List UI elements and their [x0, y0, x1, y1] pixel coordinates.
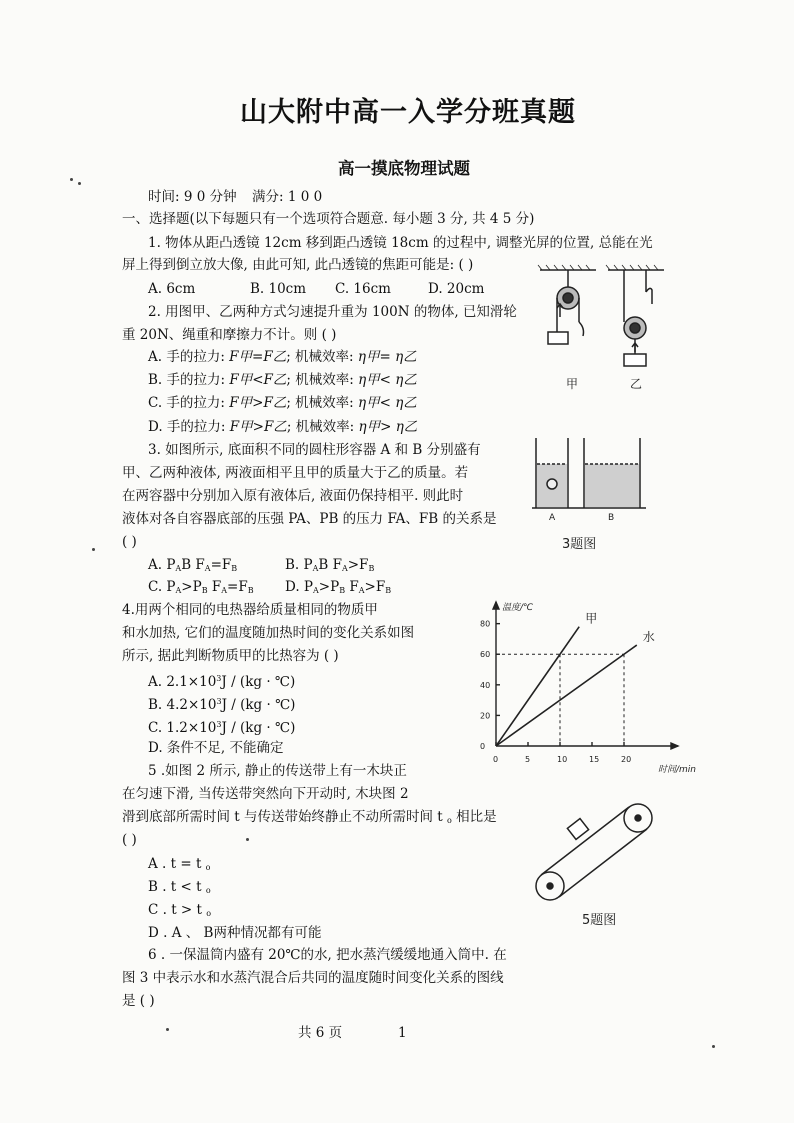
opt-text: ; 机械效率: [286, 349, 358, 365]
q2-option-a [148, 348, 417, 366]
efficiency-relation: η甲< η乙 [358, 395, 417, 411]
y-tick-label: 0 [480, 742, 486, 751]
q1-option-c: C. 16cm [335, 281, 391, 297]
section-heading: 一、选择题(以下每题只有一个选项符合题意. 每小题 3 分, 共 4 5 分) [122, 211, 535, 227]
q5-option-a: A . t = t $_o$ [148, 856, 211, 872]
opt-text: ; 机械效率: [286, 372, 359, 388]
scan-speck [78, 182, 81, 185]
footer-page-number: 1 [398, 1025, 407, 1041]
q5-line2: 在匀速下滑, 当传送带突然向下开动时, 木块图 2 [122, 786, 409, 802]
pulley-figure [538, 262, 668, 392]
x-tick-label: 0 [493, 755, 499, 764]
opt-text: ; 机械效率: [286, 395, 359, 411]
force-relation: F甲=F乙 [229, 349, 287, 365]
q4-option-c: C. $1.2\times 10^3J / (kg$ · ℃) [148, 720, 296, 736]
conveyor-figure [528, 800, 668, 940]
force-relation: F甲>F乙 [229, 419, 287, 435]
x-axis-label: 时间/min [658, 765, 697, 775]
q3-line3: 在两容器中分别加入原有液体后, 液面仍保持相平. 则此时 [122, 488, 464, 504]
q3-line1: 3. 如图所示, 底面积不同的圆柱形容器 A 和 B 分别盛有 [148, 442, 481, 458]
x-tick-label: 20 [621, 755, 632, 764]
y-axis-label: 温度/℃ [502, 603, 534, 613]
q5-line4: ( ) [122, 832, 137, 848]
series-line-1 [496, 645, 637, 746]
opt-text: ; 机械效率: [286, 419, 359, 435]
q5-option-c: C . t > t $_o$ [148, 902, 212, 918]
fig-label-b: B [608, 513, 615, 523]
q1-option-a: A. 6cm [148, 281, 196, 297]
q6-line3: 是 ( ) [122, 993, 155, 1009]
q5-line1: 5 .如图 2 所示, 静止的传送带上有一木块正 [148, 763, 407, 779]
q5-line3: 滑到底部所需时间 t 与传送带始终静止不动所需时间 t $_o$ 相比是 [122, 809, 497, 825]
y-axis-arrow [493, 602, 499, 609]
q1-line1: 1. 物体从距凸透镜 12cm 移到距凸透镜 18cm 的过程中, 调整光屏的位置, 总能在光 [148, 235, 653, 251]
series-line-0 [496, 627, 579, 746]
y-tick-label: 40 [480, 680, 491, 690]
y-tick-label: 20 [480, 711, 491, 721]
q3-option-c: C. $P_A>P_B$ $F_A=F_B$ [148, 579, 254, 595]
q3-line5: ( ) [122, 534, 137, 550]
q5-option-b: B . t < t $_o$ [148, 879, 211, 895]
fig-label-a: A [549, 513, 556, 523]
q3-line2: 甲、乙两种液体, 两液面相平且甲的质量大于乙的质量。若 [122, 465, 469, 481]
fig-label-yi: 乙 [630, 377, 643, 391]
x-tick-label: 10 [557, 755, 568, 764]
opt-text: B. 手的拉力: [148, 372, 230, 388]
opt-text: A. 手的拉力: [148, 349, 230, 365]
q1-line2: 屏上得到倒立放大像, 由此可知, 此凸透镜的焦距可能是: ( ) [122, 257, 474, 273]
fig-caption-5: 5题图 [582, 913, 617, 928]
q6-line2: 图 3 中表示水和水蒸汽混合后共同的温度随时间变化关系的图线 [122, 970, 504, 986]
q3-line4: 液体对各自容器底部的压强 PA、PB 的压力 FA、FB 的关系是 [122, 511, 497, 527]
y-tick-label: 60 [480, 650, 491, 660]
containers-figure [532, 438, 652, 558]
q1-option-b: B. 10cm [250, 281, 307, 297]
scan-speck [70, 178, 73, 181]
scan-speck [246, 838, 249, 841]
exam-time: 时间: 9 0 分钟 [148, 189, 237, 205]
fig-label-jia: 甲 [566, 377, 579, 391]
q4-line2: 和水加热, 它们的温度随加热时间的变化关系如图 [122, 625, 415, 641]
page-title: 山大附中高一入学分班真题 [240, 97, 576, 128]
x-tick-label: 15 [589, 755, 600, 764]
q1-option-d: D. 20cm [428, 281, 485, 297]
q4-line1: 4.用两个相同的电热器给质量相同的物质甲 [122, 602, 378, 618]
q4-line3: 所示, 据此判断物质甲的比热容为 ( ) [122, 648, 339, 664]
force-relation: F甲<F乙 [229, 372, 287, 388]
efficiency-relation: η甲< η乙 [358, 372, 417, 388]
force-relation: F甲>F乙 [229, 395, 287, 411]
q5-option-d: D . A 、 B两种情况都有可能 [148, 925, 322, 941]
q2-option-b [148, 371, 417, 389]
q3-option-d: D. $P_A>P_B$ $F_A>F_B$ [285, 579, 392, 595]
exam-score: 满分: 1 0 0 [252, 189, 323, 205]
scan-speck [92, 548, 95, 551]
q2-line1: 2. 用图甲、乙两种方式匀速提升重为 100N 的物体, 已知滑轮 [148, 304, 517, 320]
scan-speck [712, 1045, 715, 1048]
q2-option-d [148, 418, 417, 436]
opt-text: D. 手的拉力: [148, 419, 230, 435]
q6-line1: 6 . 一保温筒内盛有 20℃的水, 把水蒸汽缓缓地通入筒中. 在 [148, 947, 507, 963]
q4-option-d: D. 条件不足, 不能确定 [148, 740, 284, 756]
x-axis-arrow [671, 743, 678, 749]
opt-text: C. 手的拉力: [148, 395, 230, 411]
q3-option-a: A. $P_AB$ $F_A=F_B$ [148, 557, 238, 573]
fig-caption-3: 3题图 [562, 537, 597, 552]
y-tick-label: 80 [480, 619, 491, 629]
q3-option-b: B. $P_AB$ $F_A>F_B$ [285, 557, 375, 573]
q4-option-b: B. $4.2\times 10^3J / (kg$ · ℃) [148, 697, 296, 713]
scan-speck [166, 1028, 169, 1031]
efficiency-relation: η甲= η乙 [357, 349, 417, 365]
temperature-time-chart [466, 596, 697, 780]
q2-line2: 重 20N、绳重和摩擦力不计。则 ( ) [122, 327, 337, 343]
series-label-0: 甲 [585, 611, 598, 626]
q4-option-a: A. $2.1\times 10^3J / (kg$ · ℃) [148, 674, 296, 690]
q2-option-c [148, 394, 417, 412]
x-tick-label: 5 [525, 755, 531, 764]
series-label-1: 水 [642, 630, 655, 645]
footer-pages: 共 6 页 [298, 1025, 343, 1041]
efficiency-relation: η甲> η乙 [358, 419, 418, 435]
page-subtitle: 高一摸底物理试题 [338, 159, 470, 178]
